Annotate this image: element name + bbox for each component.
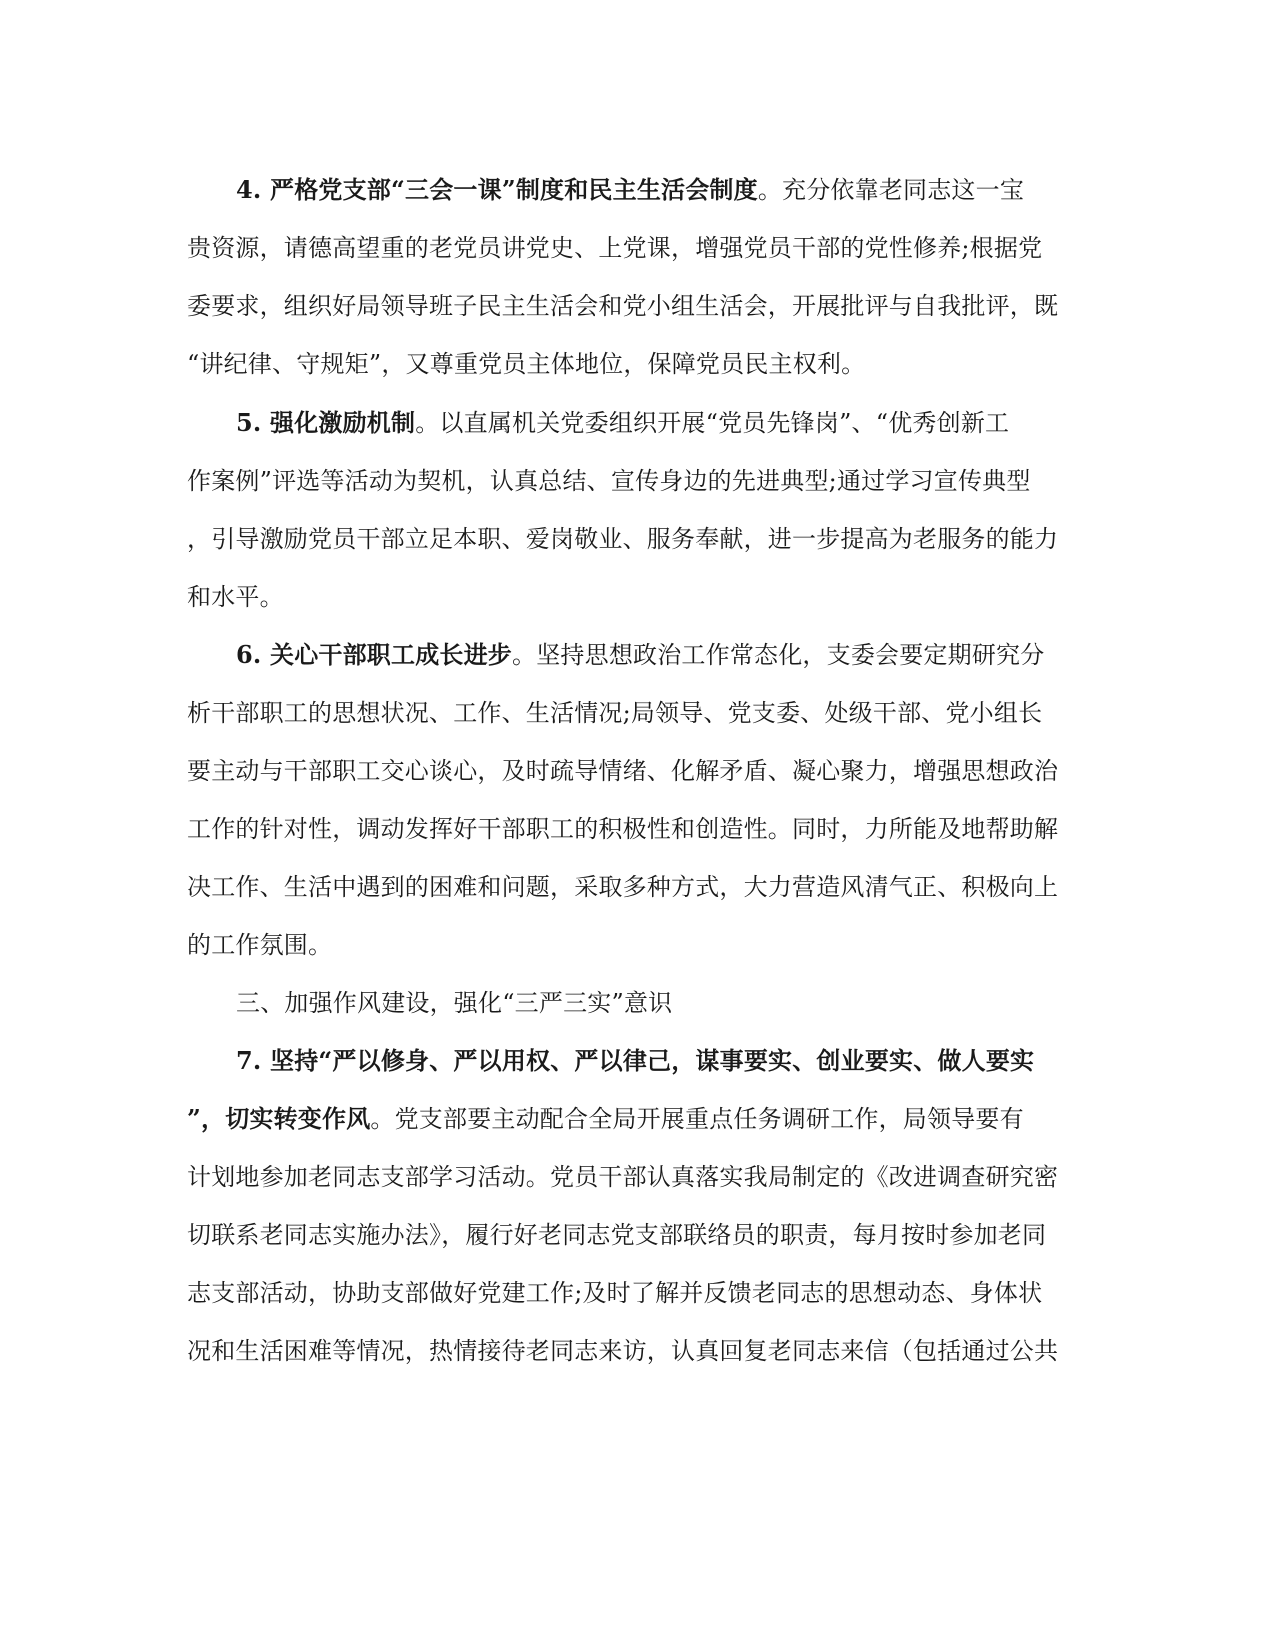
- line-text: 况和生活困难等情况，热情接待老同志来访，认真回复老同志来信（包括通过公共: [187, 1337, 1059, 1365]
- text-line: [187, 1102, 1092, 1136]
- line-text: 作案例”评选等活动为契机，认真总结、宣传身边的先进典型;通过学习宣传典型: [187, 467, 1031, 495]
- text-line: [187, 580, 1092, 614]
- line-text: 工作的针对性，调动发挥好干部职工的积极性和创造性。同时，力所能及地帮助解: [187, 815, 1059, 843]
- line-text: 。以直属机关党委组织开展“党员先锋岗”、“优秀创新工: [415, 409, 1010, 437]
- text-line: [187, 464, 1092, 498]
- bold-heading: 4. 严格党支部“三会一课”制度和民主生活会制度: [236, 175, 758, 204]
- bold-heading: 7. 坚持“严以修身、严以用权、严以律己，谋事要实、创业要实、做人要实: [236, 1046, 1035, 1075]
- text-line: [187, 870, 1092, 904]
- text-line: [236, 406, 1092, 440]
- section-heading: [236, 986, 1092, 1020]
- line-text: 。坚持思想政治工作常态化，支委会要定期研究分: [512, 641, 1045, 669]
- line-text: 。党支部要主动配合全局开展重点任务调研工作，局领导要有: [370, 1105, 1024, 1133]
- text-line: [187, 347, 1092, 381]
- line-text: 计划地参加老同志支部学习活动。党员干部认真落实我局制定的《改进调查研究密: [187, 1163, 1059, 1191]
- text-line: [236, 173, 1092, 207]
- text-line: [187, 231, 1092, 265]
- line-text: “讲纪律、守规矩”，又尊重党员主体地位，保障党员民主权利。: [187, 350, 866, 378]
- line-text: 。充分依靠老同志这一宝: [757, 176, 1025, 204]
- text-line: [187, 289, 1092, 323]
- text-line: [187, 928, 1092, 962]
- line-text: 切联系老同志实施办法》，履行好老同志党支部联络员的职责，每月按时参加老同: [187, 1221, 1047, 1249]
- text-line: [187, 522, 1092, 556]
- line-text: 贵资源，请德高望重的老党员讲党史、上党课，增强党员干部的党性修养;根据党: [187, 234, 1043, 262]
- line-text: ，引导激励党员干部立足本职、爱岗敬业、服务奉献，进一步提高为老服务的能力: [187, 525, 1059, 553]
- text-line: [187, 812, 1092, 846]
- line-text: 要主动与干部职工交心谈心，及时疏导情绪、化解矛盾、凝心聚力，增强思想政治: [187, 757, 1059, 785]
- text-line: [187, 1334, 1092, 1368]
- text-line: [236, 638, 1092, 672]
- bold-heading: ”，切实转变作风: [187, 1104, 371, 1133]
- text-line: [187, 754, 1092, 788]
- line-text: 析干部职工的思想状况、工作、生活情况;局领导、党支委、处级干部、党小组长: [187, 699, 1043, 727]
- text-line: [187, 1218, 1092, 1252]
- line-text: 的工作氛围。: [187, 931, 333, 959]
- line-text: 决工作、生活中遇到的困难和问题，采取多种方式，大力营造风清气正、积极向上: [187, 873, 1059, 901]
- text-line: [187, 1276, 1092, 1310]
- bold-heading: 5. 强化激励机制: [236, 408, 416, 437]
- text-line: [187, 1160, 1092, 1194]
- line-text: 委要求，组织好局领导班子民主生活会和党小组生活会，开展批评与自我批评，既: [187, 292, 1059, 320]
- line-text: 三、加强作风建设，强化“三严三实”意识: [236, 989, 673, 1017]
- bold-heading: 6. 关心干部职工成长进步: [236, 640, 513, 669]
- text-line: [236, 1044, 1092, 1078]
- line-text: 和水平。: [187, 583, 284, 611]
- text-line: [187, 696, 1092, 730]
- line-text: 志支部活动，协助支部做好党建工作;及时了解并反馈老同志的思想动态、身体状: [187, 1279, 1043, 1307]
